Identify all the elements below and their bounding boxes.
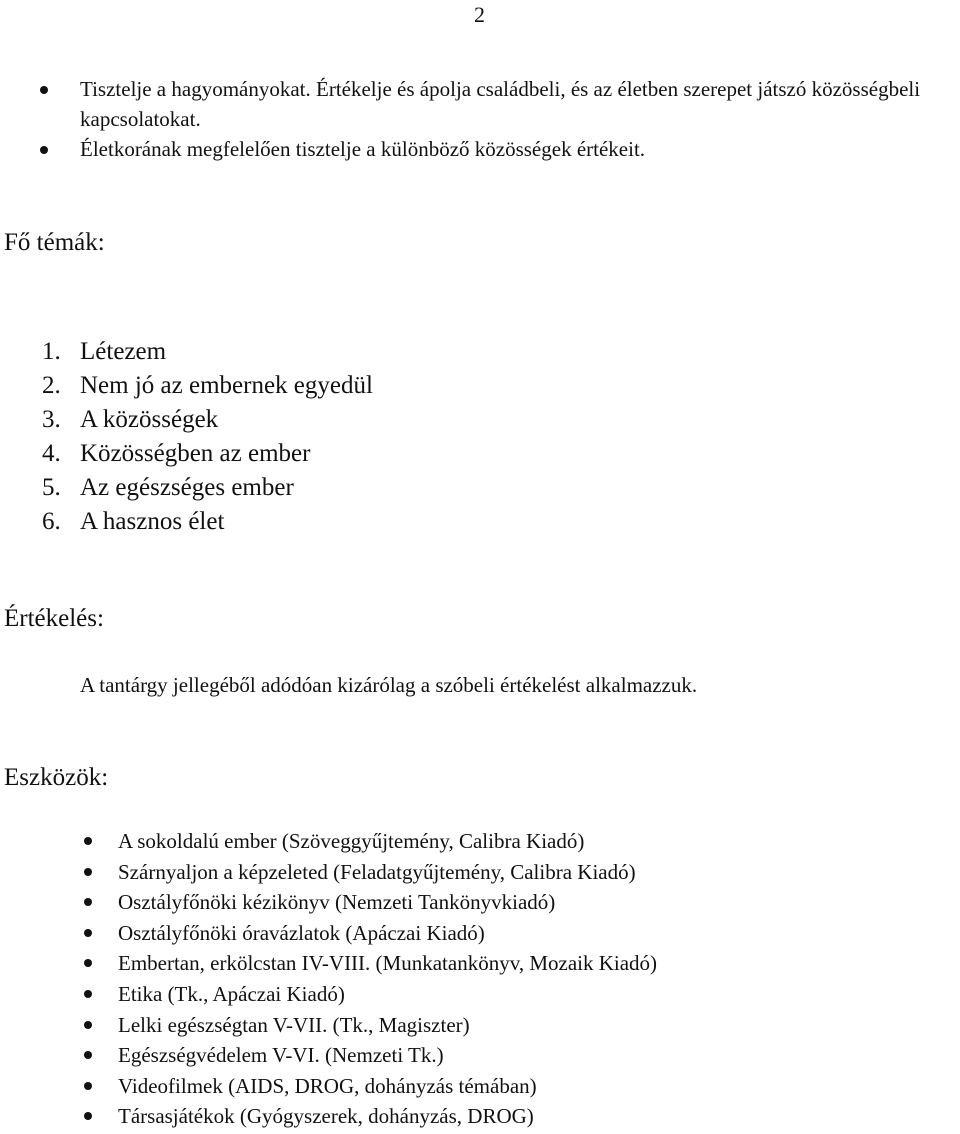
theme-text: Nem jó az embernek egyedül (80, 372, 373, 399)
theme-number: 3. (42, 406, 61, 433)
theme-number: 6. (42, 508, 61, 535)
tool-item (0, 887, 657, 918)
theme-text: A hasznos élet (80, 508, 225, 535)
theme-item (0, 505, 373, 539)
tool-item (0, 1101, 657, 1132)
theme-text: Közösségben az ember (80, 440, 311, 467)
tool-item-text: Szárnyaljon a képzeleted (Feladatgyűjtemény, Calibra Kiadó) (118, 859, 636, 884)
bullet-icon (40, 86, 48, 94)
theme-number: 2. (42, 372, 61, 399)
tool-item (0, 1040, 657, 1071)
list-item-text: Életkorának megfelelően tisztelje a különböző közösségek értékeit. (80, 137, 646, 161)
tools-heading: Eszközök: (4, 764, 109, 791)
tool-item-text: Osztályfőnöki óravázlatok (Apáczai Kiadó) (118, 920, 485, 945)
bullet-icon (40, 146, 48, 154)
bullet-icon (84, 959, 92, 967)
list-item (0, 74, 960, 134)
tool-item-text: Lelki egészségtan V-VII. (Tk., Magiszter) (118, 1012, 470, 1037)
theme-item (0, 471, 373, 505)
tool-item-text: Osztályfőnöki kézikönyv (Nemzeti Tankönyvkiadó) (118, 890, 556, 915)
theme-item (0, 369, 373, 403)
tool-item-text: Etika (Tk., Apáczai Kiadó) (118, 981, 345, 1006)
tool-item (0, 857, 657, 888)
list-item-text: Tisztelje a hagyományokat. Értékelje és ápolja családbeli, és az életben szerepet játszó közösségbeli kapcsolatokat. (80, 77, 921, 131)
tool-item (0, 1071, 657, 1102)
tool-item (0, 1010, 657, 1041)
theme-number: 1. (42, 338, 61, 365)
bullet-icon (84, 990, 92, 998)
tool-item-text: Videofilmek (AIDS, DROG, dohányzás témában) (118, 1073, 537, 1098)
page-number: 2 (474, 2, 485, 27)
bullet-icon (84, 929, 92, 937)
tool-item-text: Társasjátékok (Gyógyszerek, dohányzás, DROG) (118, 1104, 534, 1129)
intro-bullet-list (0, 74, 960, 164)
theme-number: 4. (42, 440, 61, 467)
tools-list (0, 826, 657, 1132)
bullet-icon (84, 1112, 92, 1120)
theme-number: 5. (42, 474, 61, 501)
bullet-icon (84, 837, 92, 845)
themes-list (0, 335, 373, 539)
themes-heading: Fő témák: (4, 229, 105, 256)
bullet-icon (84, 1021, 92, 1029)
tool-item-text: Embertan, erkölcstan IV-VIII. (Munkatankönyv, Mozaik Kiadó) (118, 951, 658, 976)
theme-item (0, 437, 373, 471)
tool-item (0, 979, 657, 1010)
bullet-icon (84, 1082, 92, 1090)
list-item (0, 134, 960, 164)
bullet-icon (84, 868, 92, 876)
tool-item-text: Egészségvédelem V-VI. (Nemzeti Tk.) (118, 1043, 444, 1068)
theme-item (0, 335, 373, 369)
tool-item-text: A sokoldalú ember (Szöveggyűjtemény, Calibra Kiadó) (118, 829, 585, 853)
tool-item (0, 826, 657, 857)
theme-text: Létezem (80, 338, 167, 365)
bullet-icon (84, 1051, 92, 1059)
evaluation-text: A tantárgy jellegéből adódóan kizárólag a szóbeli értékelést alkalmazzuk. (80, 673, 698, 697)
bullet-icon (84, 898, 92, 906)
theme-text: A közösségek (80, 406, 219, 433)
tool-item (0, 918, 657, 949)
tool-item (0, 948, 657, 979)
theme-text: Az egészséges ember (80, 474, 294, 501)
evaluation-heading: Értékelés: (4, 605, 104, 632)
theme-item (0, 403, 373, 437)
